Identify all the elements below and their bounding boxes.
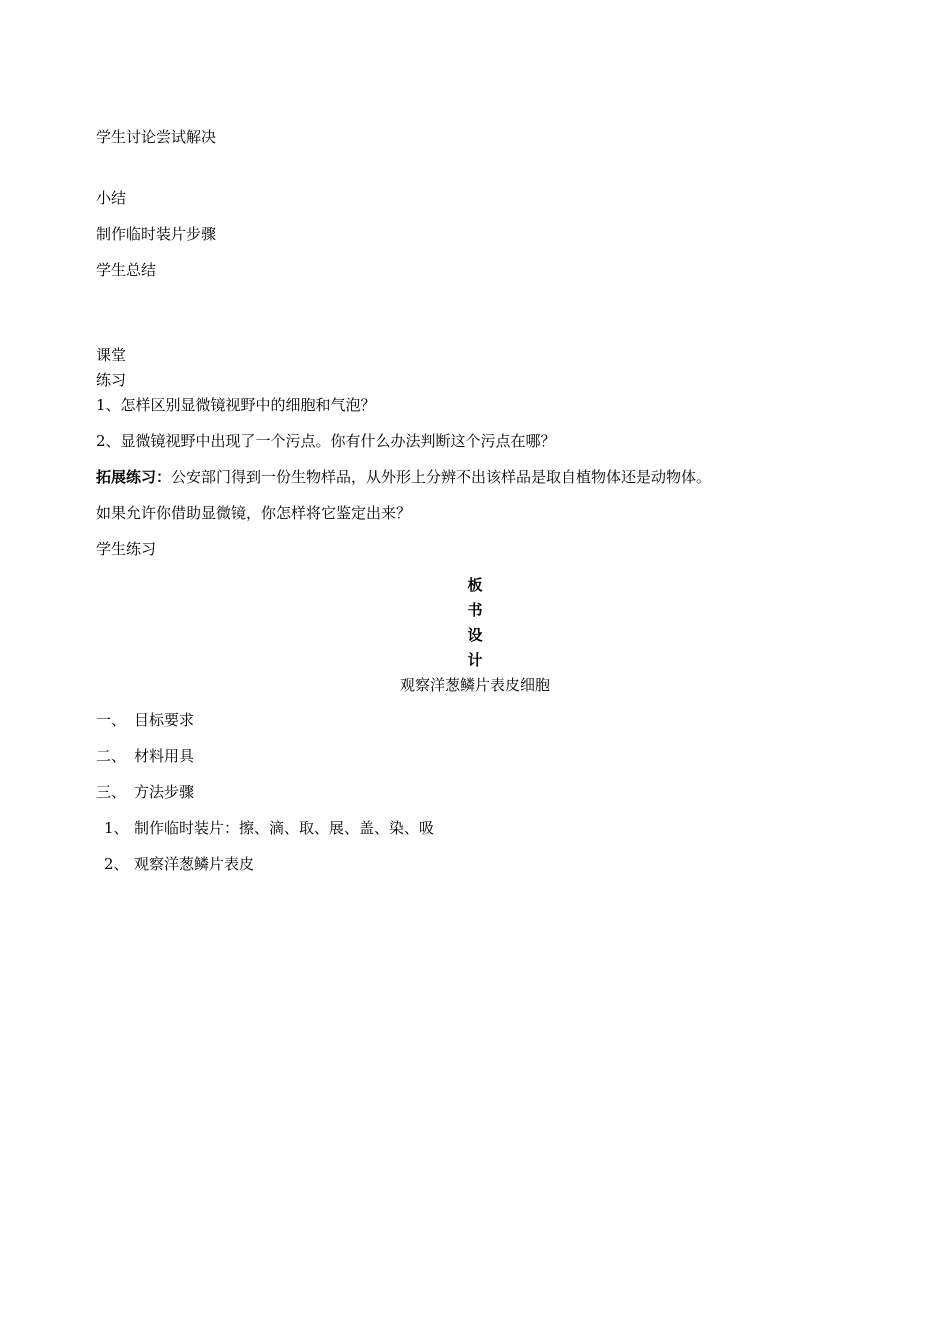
board-char-2: 书 [467,601,483,619]
board-item-num: 二、 [96,747,127,765]
board-char-3: 设 [467,626,483,644]
extension-label: 拓展练习： [96,468,172,486]
board-subitem-text: 制作临时装片：擦、滴、取、展、盖、染、吸 [134,819,435,837]
practice-heading-2: 练习 [96,371,127,389]
extension-text: 公安部门得到一份生物样品，从外形上分辨不出该样品是取自植物体还是动物体。 [171,468,712,486]
extension-text-2: 如果允许你借助显微镜，你怎样将它鉴定出来？ [96,504,412,522]
question-2: 2、显微镜视野中出现了一个污点。你有什么办法判断这个污点在哪？ [96,432,556,450]
board-char-1: 板 [467,576,483,594]
board-item-num: 三、 [96,783,127,801]
board-subitem-num: 1、 [104,819,129,837]
board-subitem-num: 2、 [104,855,129,873]
board-title: 观察洋葱鳞片表皮细胞 [399,676,550,694]
board-item-text: 方法步骤 [134,783,195,801]
board-item-num: 一、 [96,711,127,729]
summary-student: 学生总结 [96,261,157,279]
practice-heading-1: 课堂 [96,346,127,364]
summary-item: 制作临时装片步骤 [96,225,217,243]
board-subitem-1 [96,818,434,838]
board-char-4: 计 [467,651,483,669]
summary-heading: 小结 [96,189,127,207]
board-item-3 [96,782,194,802]
board-subitem-text: 观察洋葱鳞片表皮 [134,855,255,873]
board-item-text: 材料用具 [134,747,195,765]
student-practice: 学生练习 [96,540,157,558]
board-subitem-2 [96,854,254,874]
question-1: 1、怎样区别显微镜视野中的细胞和气泡？ [96,396,376,414]
discuss-text: 学生讨论尝试解决 [96,128,217,146]
extension-exercise [96,467,711,487]
board-item-1 [96,710,194,730]
board-item-text: 目标要求 [134,711,195,729]
board-item-2 [96,746,194,766]
